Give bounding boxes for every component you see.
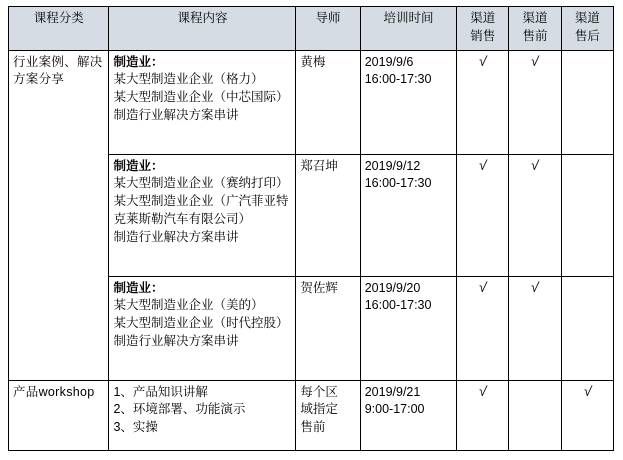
row-time [360,154,456,276]
row-channel-sales [457,154,509,276]
row-channel-presales [509,50,561,154]
row-instructor [296,380,360,450]
content-line: 制造行业解决方案串讲 [113,107,239,122]
row-channel-aftersales [561,50,613,154]
training-schedule-table [8,6,614,451]
instructor-line: 售前 [300,420,326,434]
content-title: 制造业： [113,280,164,295]
row-time [360,380,456,450]
check-mark: √ [530,52,540,69]
row-channel-aftersales [561,154,613,276]
content-line: 制造行业解决方案串讲 [113,333,239,348]
header-channel-sales-line1: 渠道 [470,11,496,25]
header-channel-presales-line2: 售前 [522,28,548,43]
header-instructor: 导师 [296,7,360,51]
content-line: 某大型制造业企业（广汽菲亚特克莱斯勒汽车有限公司） [113,194,289,226]
row-channel-presales [509,276,561,380]
check-mark: √ [477,278,488,295]
check-mark: √ [477,52,488,69]
check-mark: √ [477,382,488,399]
content-line: 某大型制造业企业（格力） [113,72,264,87]
content-title: 制造业： [113,54,164,69]
content-line: 某大型制造业企业（时代控股） [113,316,289,330]
content-line: 1、产品知识讲解 [113,384,208,399]
content-line: 某大型制造业企业（中芯国际） [113,90,289,104]
row-channel-sales [457,380,509,450]
row-time [360,276,456,380]
row-content [109,154,296,276]
time-date: 2019/9/21 [364,384,421,399]
table-body [9,50,614,450]
header-course-content: 课程内容 [109,7,296,51]
content-line: 制造行业解决方案串讲 [113,229,239,244]
row-instructor: 贺佐辉 [296,276,360,380]
header-channel-sales-line2: 销售 [470,28,496,43]
time-range: 16:00-17:30 [364,298,432,313]
header-channel-presales [509,7,561,51]
row-category-product-workshop: 产品workshop [9,380,109,450]
header-training-time: 培训时间 [360,7,456,51]
content-line: 某大型制造业企业（美的） [113,298,264,313]
row-category-industry-cases: 行业案例、解决方案分享 [9,50,109,380]
row-instructor: 黄梅 [296,50,360,154]
check-mark: √ [477,156,488,173]
table-row [9,380,614,450]
time-date: 2019/9/12 [364,158,421,173]
instructor-line: 每个区 [300,384,338,399]
row-time [360,50,456,154]
check-mark: √ [530,278,540,295]
header-channel-sales [457,7,509,51]
row-channel-aftersales [561,276,613,380]
header-course-category: 课程分类 [9,7,109,51]
time-date: 2019/9/6 [364,54,414,69]
header-row [9,7,614,51]
time-date: 2019/9/20 [364,280,421,295]
time-range: 16:00-17:30 [364,72,432,87]
header-channel-aftersales [561,7,613,51]
content-line: 2、环境部署、功能演示 [113,402,246,417]
row-content [109,50,296,154]
content-title: 制造业： [113,158,164,173]
time-range: 16:00-17:30 [364,176,432,191]
row-channel-presales [509,154,561,276]
check-mark: √ [582,382,593,399]
header-channel-aftersales-line2: 售后 [574,28,600,43]
check-mark: √ [530,156,540,173]
row-content [109,380,296,450]
row-content [109,276,296,380]
instructor-line: 域指定 [300,402,338,417]
header-channel-presales-line1: 渠道 [522,11,548,25]
row-channel-sales [457,276,509,380]
table-header [9,7,614,51]
row-channel-aftersales [561,380,613,450]
content-line: 3、实操 [113,420,158,434]
table-row [9,50,614,154]
row-instructor: 郑召坤 [296,154,360,276]
header-channel-aftersales-line1: 渠道 [574,11,600,25]
content-line: 某大型制造业企业（赛纳打印） [113,176,289,191]
row-channel-sales [457,50,509,154]
time-range: 9:00-17:00 [364,402,425,417]
row-channel-presales [509,380,561,450]
